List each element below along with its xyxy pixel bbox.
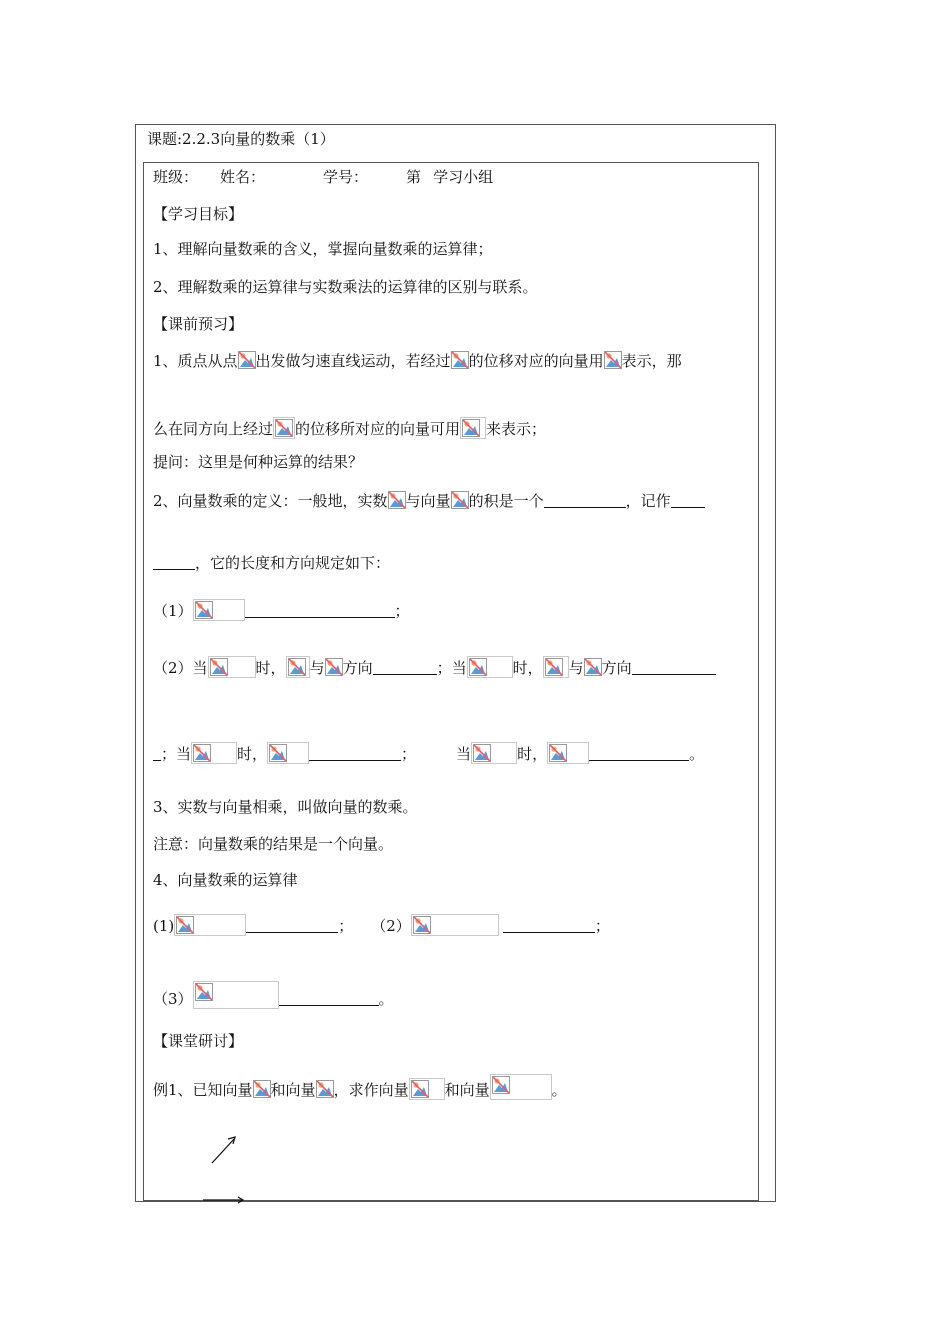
point-4: 4、向量数乘的运算律 <box>153 871 298 889</box>
arrowhead-icon <box>228 1137 235 1144</box>
fill-blank[interactable] <box>279 991 379 1006</box>
image-placeholder-icon <box>411 1080 429 1098</box>
section-goals: 【学习目标】 <box>153 205 244 223</box>
image-placeholder-icon <box>462 419 480 437</box>
fill-blank[interactable] <box>245 603 395 618</box>
goal-1: 1、理解向量数乘的含义，掌握向量数乘的运算律； <box>153 240 493 258</box>
class-label: 班级： <box>153 168 199 186</box>
vector-arrows-figure <box>195 1130 265 1205</box>
image-placeholder-icon <box>195 601 213 619</box>
lesson-title: 课题:2.2.3向量的数乘（1） <box>147 130 335 148</box>
image-placeholder-icon <box>325 658 343 676</box>
image-placeholder-icon <box>176 916 194 934</box>
fill-blank[interactable] <box>544 493 626 508</box>
preview-1-line-2: 么在同方向上经过 的位移所对应的向量可用 来表示； <box>153 417 546 439</box>
fill-blank[interactable] <box>503 918 595 933</box>
image-placeholder-icon <box>193 744 211 762</box>
image-placeholder-icon <box>473 744 491 762</box>
group-label-b: 学习小组 <box>433 168 494 186</box>
name-label: 姓名： <box>220 168 266 186</box>
preview-2-line-1: 2、向量数乘的定义：一般地，实数 与向量 的积是一个 ，记作 <box>153 491 705 511</box>
note: 注意：向量数乘的结果是一个向量。 <box>153 835 394 853</box>
point-3: 3、实数与向量相乘，叫做向量的数乘。 <box>153 798 418 816</box>
image-placeholder-icon <box>451 491 469 509</box>
fill-blank[interactable] <box>309 746 401 761</box>
image-placeholder-icon <box>413 916 431 934</box>
image-placeholder-icon <box>316 1080 334 1098</box>
rule-1: （1） ； <box>153 599 410 621</box>
rule-2-line-2: ；当 时， ； 当 时， 。 <box>153 742 704 764</box>
rule-2-line-1: （2）当 时， 与 方向 ；当 时， 与 方向 <box>153 656 716 678</box>
image-placeholder-icon <box>388 491 406 509</box>
image-placeholder-icon <box>253 1080 271 1098</box>
image-placeholder-icon <box>469 658 487 676</box>
section-study: 【课堂研讨】 <box>153 1032 244 1050</box>
preview-2-line-2: ，它的长度和方向规定如下： <box>153 553 390 573</box>
preview-question: 提问：这里是何种运算的结果？ <box>153 453 364 471</box>
image-placeholder-icon <box>269 744 287 762</box>
example-1: 例1、已知向量 和向量 ，求作向量 和向量 。 <box>153 1074 567 1100</box>
image-placeholder-icon <box>604 351 622 369</box>
fill-blank[interactable] <box>373 660 437 675</box>
vector-a-arrow <box>212 1138 235 1163</box>
student-info-row <box>153 167 493 187</box>
fill-blank[interactable] <box>153 555 195 570</box>
image-placeholder-icon <box>492 1076 510 1094</box>
image-placeholder-icon <box>549 744 567 762</box>
image-placeholder-icon <box>584 658 602 676</box>
goal-2: 2、理解数乘的运算律与实数乘法的运算律的区别与联系。 <box>153 278 538 296</box>
fill-blank[interactable] <box>632 660 716 675</box>
section-preview: 【课前预习】 <box>153 315 244 333</box>
image-placeholder-icon <box>451 351 469 369</box>
group-label-a: 第 <box>406 168 422 186</box>
law-line-1: (1) ； （2） ； <box>153 914 610 936</box>
fill-blank[interactable] <box>589 746 689 761</box>
preview-1-line-1: 1、质点从点 出发做匀速直线运动，若经过 的位移对应的向量用 表示，那 <box>153 352 682 370</box>
number-label: 学号： <box>323 168 369 186</box>
fill-blank[interactable] <box>153 746 161 761</box>
image-placeholder-icon <box>545 658 563 676</box>
image-placeholder-icon <box>195 983 213 1001</box>
image-placeholder-icon <box>288 658 306 676</box>
image-placeholder-icon <box>238 351 256 369</box>
fill-blank[interactable] <box>246 918 338 933</box>
law-line-2: （3） 。 <box>153 981 394 1009</box>
image-placeholder-icon <box>275 419 293 437</box>
image-placeholder-icon <box>210 658 228 676</box>
fill-blank[interactable] <box>671 493 705 508</box>
